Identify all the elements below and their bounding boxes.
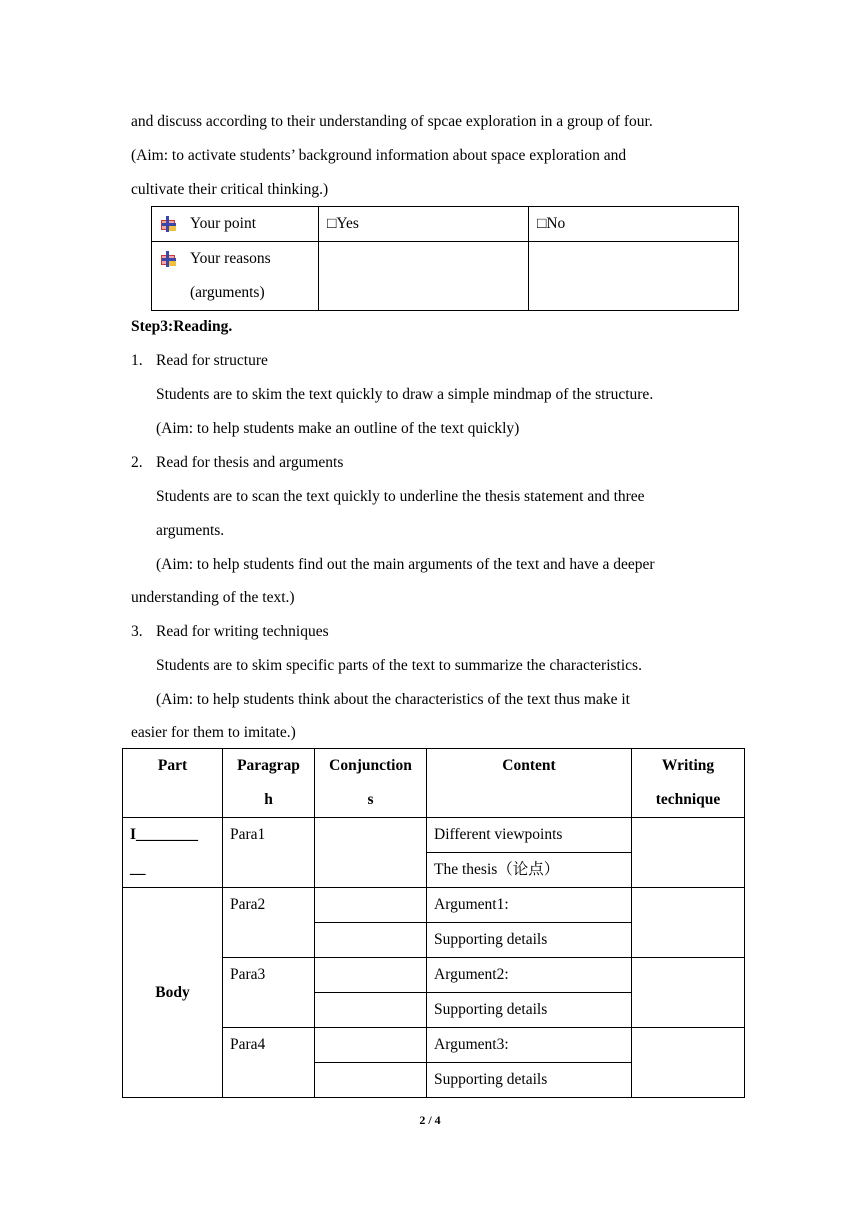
supporting-details-3: Supporting details <box>427 1063 632 1098</box>
item-1-line-1: Students are to skim the text quickly to draw a simple mindmap of the structure. <box>156 386 654 403</box>
para4-conjunction-2[interactable] <box>315 1063 427 1098</box>
body-part-label: Body <box>123 888 223 1098</box>
supporting-details-2: Supporting details <box>427 993 632 1028</box>
para3-conjunction-1[interactable] <box>315 958 427 993</box>
header-part: Part <box>123 749 223 818</box>
table-bullet-icon <box>160 215 178 233</box>
your-point-cell <box>152 207 319 242</box>
table-bullet-icon <box>160 250 178 268</box>
argument1-cell: Argument1: <box>427 888 632 923</box>
item-1-title: Read for structure <box>156 352 268 369</box>
intro-line-2: (Aim: to activate students’ background information about space exploration and <box>131 147 627 164</box>
intro-part-blank[interactable]: I________ __ <box>123 818 223 888</box>
para1-technique-cell[interactable] <box>632 818 745 888</box>
header-conjunctions: Conjunction s <box>315 749 427 818</box>
item-3-line-2: (Aim: to help students think about the characteristics of the text thus make it <box>156 691 630 708</box>
opinion-table <box>151 206 739 311</box>
item-2-line-3: (Aim: to help students find out the main arguments of the text and have a deeper <box>156 556 655 573</box>
item-2-line-2: arguments. <box>156 522 225 539</box>
intro-line-3: cultivate their critical thinking.) <box>131 181 329 198</box>
item-1-number: 1. <box>131 352 143 369</box>
item-2-number: 2. <box>131 454 143 471</box>
para3-technique-cell[interactable] <box>632 958 745 1028</box>
item-3-title: Read for writing techniques <box>156 623 329 640</box>
page-number: 2 / 4 <box>419 1113 441 1127</box>
item-2-line-1: Students are to scan the text quickly to underline the thesis statement and three <box>156 488 645 505</box>
your-point-label: Your point <box>190 215 257 232</box>
para1-label: Para1 <box>223 818 315 888</box>
argument3-cell: Argument3: <box>427 1028 632 1063</box>
argument2-cell: Argument2: <box>427 958 632 993</box>
header-content: Content <box>427 749 632 818</box>
para3-conjunction-2[interactable] <box>315 993 427 1028</box>
step3-heading: Step3:Reading. <box>131 318 233 335</box>
item-3-number: 3. <box>131 623 143 640</box>
para2-conjunction-2[interactable] <box>315 923 427 958</box>
item-2-line-4: understanding of the text.) <box>131 589 295 606</box>
item-3-line-3: easier for them to imitate.) <box>131 724 296 741</box>
supporting-details-1: Supporting details <box>427 923 632 958</box>
para2-label: Para2 <box>223 888 315 958</box>
yes-option[interactable]: □Yes <box>319 207 529 242</box>
structure-table <box>122 748 745 1098</box>
para2-technique-cell[interactable] <box>632 888 745 958</box>
intro-line-1: and discuss according to their understanding of spcae exploration in a group of four. <box>131 113 653 130</box>
header-paragraph: Paragrap h <box>223 749 315 818</box>
para4-conjunction-1[interactable] <box>315 1028 427 1063</box>
your-reasons-label: Your reasons (arguments) <box>190 250 271 301</box>
item-3-line-1: Students are to skim specific parts of the text to summarize the characteristics. <box>156 657 642 674</box>
viewpoints-cell: Different viewpoints <box>427 818 632 853</box>
no-reasons-cell[interactable] <box>529 242 739 311</box>
thesis-cell: The thesis（论点） <box>427 853 632 888</box>
para1-conjunction-cell[interactable] <box>315 818 427 888</box>
header-writing-technique: Writing technique <box>632 749 745 818</box>
item-2-title: Read for thesis and arguments <box>156 454 344 471</box>
para2-conjunction-1[interactable] <box>315 888 427 923</box>
para4-technique-cell[interactable] <box>632 1028 745 1098</box>
no-option[interactable]: □No <box>529 207 739 242</box>
item-1-line-2: (Aim: to help students make an outline of the text quickly) <box>156 420 520 437</box>
your-reasons-cell <box>152 242 319 311</box>
para4-label: Para4 <box>223 1028 315 1098</box>
para3-label: Para3 <box>223 958 315 1028</box>
yes-reasons-cell[interactable] <box>319 242 529 311</box>
